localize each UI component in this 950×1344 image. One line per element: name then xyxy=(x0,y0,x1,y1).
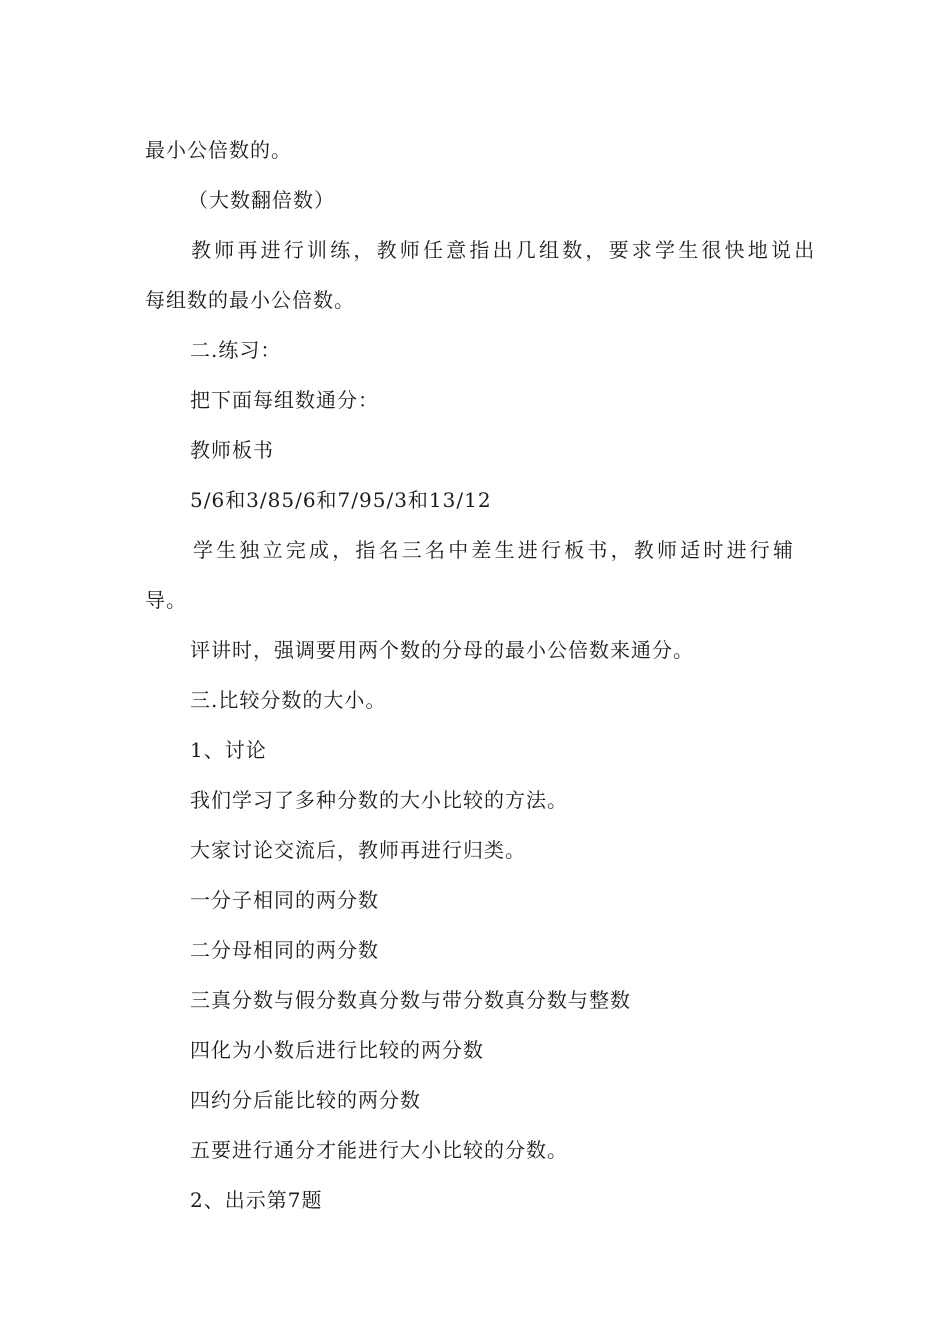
paragraph-line: 每组数的最小公倍数。 xyxy=(145,288,355,312)
subsection-heading: 2、出示第7题 xyxy=(190,1188,323,1212)
list-item: 三真分数与假分数真分数与带分数真分数与整数 xyxy=(190,988,631,1012)
list-item: 四化为小数后进行比较的两分数 xyxy=(190,1038,484,1062)
paragraph-line: 我们学习了多种分数的大小比较的方法。 xyxy=(190,788,568,812)
list-item: 五要进行通分才能进行大小比较的分数。 xyxy=(190,1138,568,1162)
section-heading: 三.比较分数的大小。 xyxy=(190,688,387,712)
subsection-heading: 1、讨论 xyxy=(190,738,267,762)
paragraph-line: 导。 xyxy=(145,588,187,612)
list-item: 四约分后能比较的两分数 xyxy=(190,1088,421,1112)
paragraph-line: 教师再进行训练，教师任意指出几组数，要求学生很快地说出 xyxy=(191,238,818,262)
paragraph-line: 评讲时，强调要用两个数的分母的最小公倍数来通分。 xyxy=(190,638,694,662)
paragraph-line: 最小公倍数的。 xyxy=(145,138,292,162)
paragraph-line: 教师板书 xyxy=(190,438,274,462)
list-item: 一分子相同的两分数 xyxy=(190,888,379,912)
paragraph-line: （大数翻倍数） xyxy=(188,188,335,212)
fraction-exercise-line: 5/6和3/85/6和7/95/3和13/12 xyxy=(190,488,492,512)
paragraph-line: 把下面每组数通分： xyxy=(190,388,379,412)
section-heading: 二.练习： xyxy=(190,338,282,362)
paragraph-line: 学生独立完成，指名三名中差生进行板书，教师适时进行辅 xyxy=(193,538,797,562)
paragraph-line: 大家讨论交流后，教师再进行归类。 xyxy=(190,838,526,862)
list-item: 二分母相同的两分数 xyxy=(190,938,379,962)
